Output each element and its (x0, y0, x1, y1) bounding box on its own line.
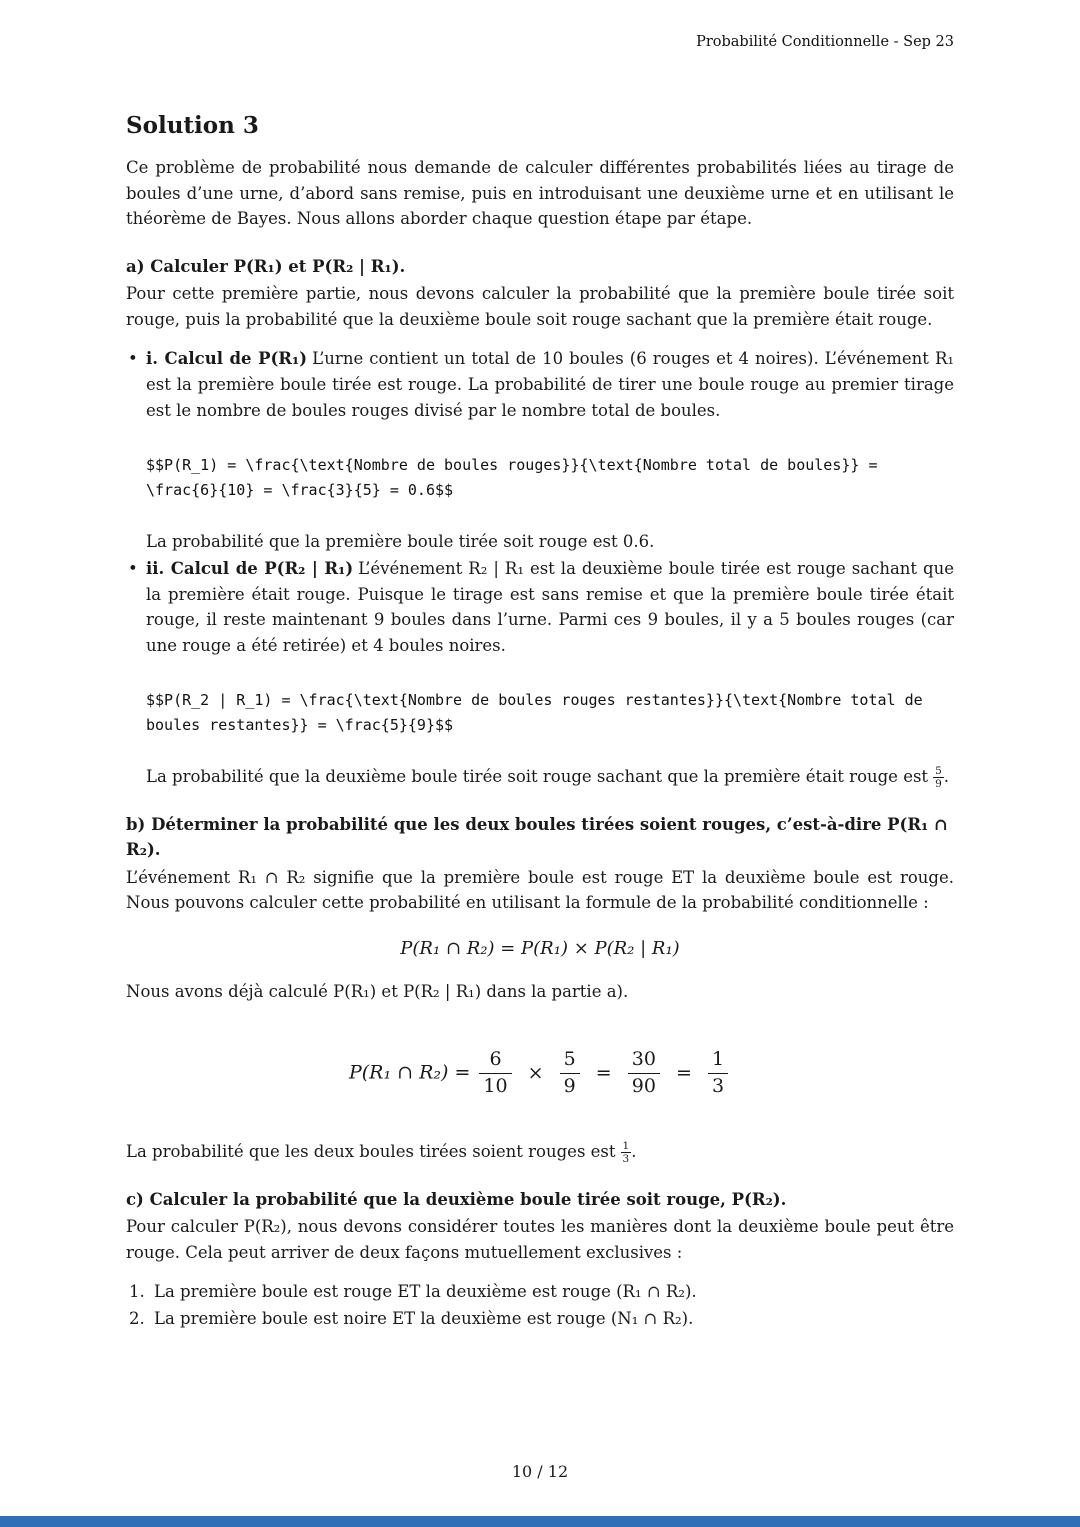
fraction-numerator: 1 (708, 1048, 728, 1074)
equals-operator: = (595, 1061, 612, 1084)
list-item-calc-r1 (126, 346, 954, 554)
item-ii-latex-code-block: $$P(R_2 | R_1) = \frac{\text{Nombre de boules rouges restantes}}{\text{Nombre total de boules restantes}} = \frac{5}{9}$$ (146, 691, 932, 735)
list-item-case-1: 1. La première boule est rouge ET la deuxième est rouge (R₁ ∩ R₂). (150, 1279, 954, 1305)
fraction-5-9 (560, 1048, 580, 1099)
page-footer (0, 1462, 1080, 1481)
equals-operator: = (675, 1061, 692, 1084)
item-ii-conclusion (146, 764, 954, 790)
list-item-calc-r2-given-r1 (126, 556, 954, 790)
equation-text: P(R₁ ∩ R₂) = P(R₁) × P(R₂ | R₁) (400, 937, 680, 959)
list-item-case-2: 2. La première boule est noire ET la deuxième est rouge (N₁ ∩ R₂). (150, 1306, 954, 1332)
section-c-heading: c) Calculer la probabilité que la deuxième boule tirée soit rouge, P(R₂). (126, 1189, 787, 1209)
page-header (126, 0, 954, 50)
equation-computation (126, 1048, 954, 1099)
section-a-intro: Pour cette première partie, nous devons calculer la probabilité que la première boule tirée soit rouge, puis la probabilité que la deuxième boule soit rouge sachant que la première était rouge. (126, 284, 954, 329)
page-number: 10 / 12 (511, 1462, 569, 1481)
section-c-intro: Pour calculer P(R₂), nous devons considérer toutes les manières dont la deuxième boule peut être rouge. Cela peut arriver de deux façons mutuellement exclusives : (126, 1217, 954, 1262)
fraction-denominator: 9 (935, 777, 942, 790)
fraction-denominator: 90 (631, 1075, 656, 1098)
bullet-list (126, 346, 954, 789)
fraction-6-10 (479, 1048, 511, 1099)
item-i-lead: i. Calcul de P(R₁) (146, 349, 308, 369)
equation-conditional-formula (126, 938, 954, 959)
fraction-1-3 (708, 1048, 728, 1099)
section-b-conclusion-text: La probabilité que les deux boules tirées soient rouges est (126, 1141, 616, 1161)
section-b-intro: L’événement R₁ ∩ R₂ signifie que la première boule est rouge ET la deuxième boule est rouge. Nous pouvons calculer cette probabilité en utilisant la formule de la probabilité conditionnelle : (126, 867, 954, 913)
fraction-denominator: 10 (483, 1075, 508, 1098)
section-b-paragraph: Nous avons déjà calculé P(R₁) et P(R₂ | R₁) dans la partie a). (126, 981, 629, 1001)
item-i-text: L’urne contient un total de 10 boules (6 rouges et 4 noires). L’événement R₁ est la première boule tirée est rouge. La probabilité de tirer une boule rouge au premier tirage est le nombre de boules rouges divisé par le nombre total de boules. (146, 349, 954, 420)
fraction-numerator: 5 (560, 1048, 580, 1074)
fraction-denominator: 3 (622, 1152, 630, 1165)
bottom-accent-bar (0, 1516, 1080, 1527)
item-ii-conclusion-text: La probabilité que la deuxième boule tirée soit rouge sachant que la première était rouge est (146, 766, 929, 786)
fraction-30-90 (628, 1048, 660, 1099)
inline-fraction-5-9 (933, 765, 944, 790)
fraction-numerator: 30 (628, 1048, 660, 1074)
section-b-conclusion (126, 1139, 954, 1165)
section-a-heading: a) Calculer P(R₁) et P(R₂ | R₁). (126, 256, 406, 276)
inline-fraction-1-3 (621, 1140, 632, 1165)
item-i-latex-code-block: $$P(R_1) = \frac{\text{Nombre de boules rouges}}{\text{Nombre total de boules}} = \frac{6}{10} = \frac{3}{5} = 0.6$$ (146, 456, 887, 499)
intro-paragraph: Ce problème de probabilité nous demande de calculer différentes probabilités liées au tirage de boules d’une urne, d’abord sans remise, puis en introduisant une deuxième urne et en utilisant le théorème de Bayes. Nous allons aborder chaque question étape par étape. (126, 158, 954, 229)
section-b-heading: b) Déterminer la probabilité que les deux boules tirées soient rouges, c’est-à-dire P(R₁ ∩ R₂). (126, 814, 948, 860)
section-b-conclusion-period: . (631, 1141, 637, 1161)
multiply-operator: × (527, 1061, 544, 1084)
fraction-denominator: 3 (711, 1075, 725, 1098)
item-i-conclusion: La probabilité que la première boule tirée soit rouge est 0.6. (146, 531, 655, 551)
fraction-numerator: 1 (622, 1139, 630, 1152)
fraction-numerator: 5 (935, 764, 942, 777)
equation-lhs: P(R₁ ∩ R₂) = (348, 1061, 471, 1084)
item-ii-lead: ii. Calcul de P(R₂ | R₁) (146, 559, 354, 579)
item-ii-text: L’événement R₂ | R₁ est la deuxième boule tirée est rouge sachant que la première était rouge. Puisque le tirage est sans remise et que la première boule tirée était rouge, il reste maintenant 9 boules dans l’urne. Parmi ces 9 boules, il y a 5 boules rouges (car une rouge a été retirée) et 4 boules noires. (146, 559, 955, 655)
running-header-title: Probabilité Conditionnelle - Sep 23 (696, 34, 954, 50)
fraction-denominator: 9 (563, 1075, 576, 1098)
numbered-list (126, 1279, 954, 1332)
solution-title: Solution 3 (126, 112, 259, 139)
fraction-numerator: 6 (479, 1048, 511, 1074)
item-ii-conclusion-period: . (943, 766, 949, 786)
